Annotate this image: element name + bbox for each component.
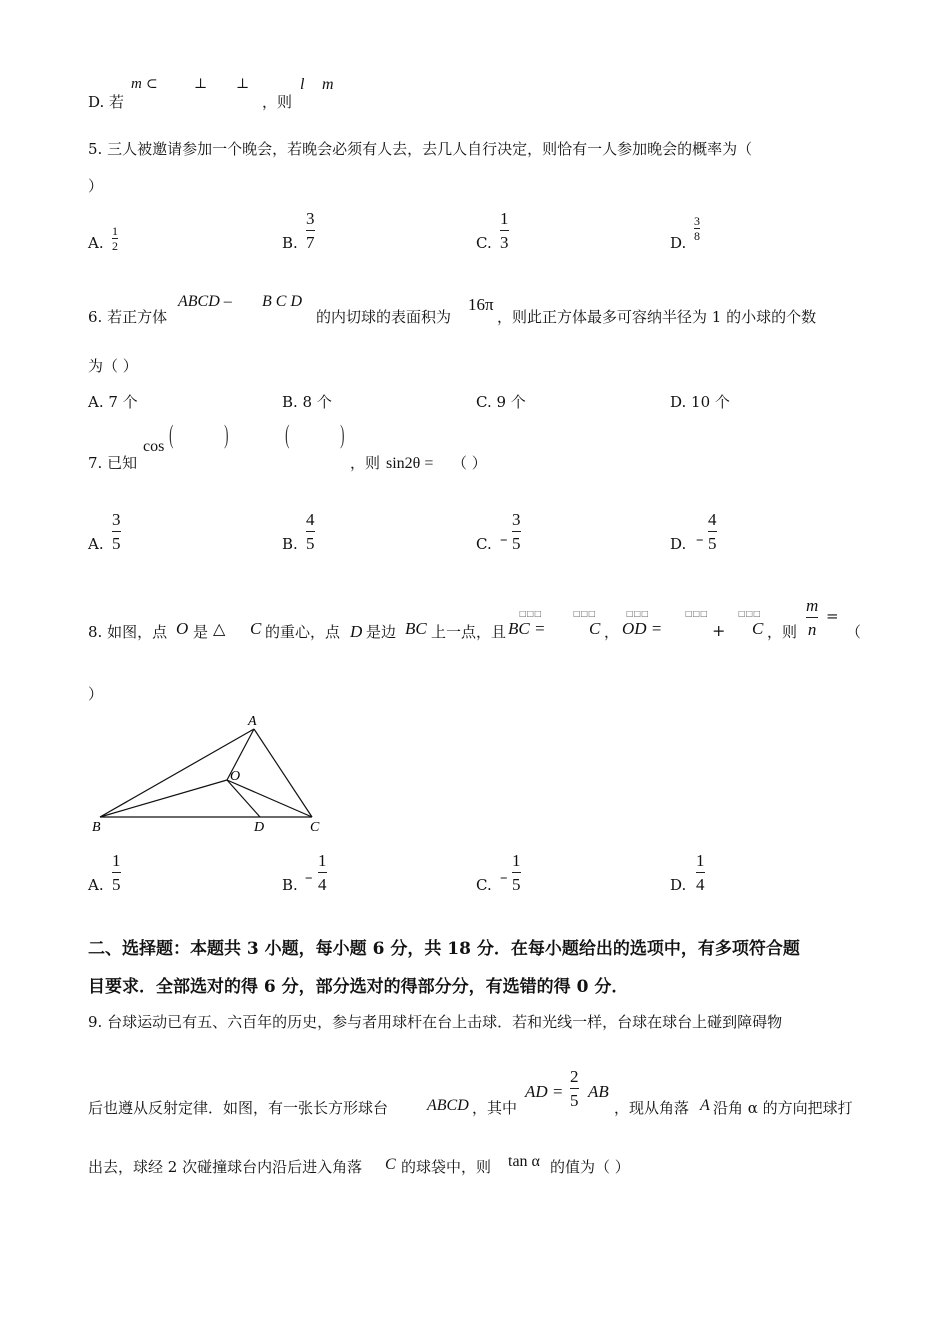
q7-cos: cos xyxy=(143,438,165,455)
q9-c: C xyxy=(385,1156,396,1173)
q6-option-d: D. 10 个 xyxy=(670,393,730,411)
q8-c-fraction: 1 5 xyxy=(512,851,521,894)
q6-suffix: ，则此正方体最多可容纳半径为 1 的小球的个数 xyxy=(497,308,817,326)
q4-perp-2: ⊥ xyxy=(236,76,250,92)
q5-b-fraction: 3 7 xyxy=(306,209,315,252)
q9-ad-eq: AD = xyxy=(525,1082,564,1101)
q6-cube-2: B C D xyxy=(262,293,302,310)
q4-subset: ⊂ xyxy=(146,76,158,92)
q9-line-2b: ，其中 xyxy=(472,1099,518,1117)
q7-blank: （ ） xyxy=(452,454,487,472)
q8-onepoint: 上一点，且 xyxy=(431,623,507,641)
q8-onside: 是边 xyxy=(366,623,397,641)
q6-option-b: B. 8 个 xyxy=(282,393,332,411)
q8-o: O xyxy=(176,619,189,638)
q8-m-over-n: m n xyxy=(806,596,819,639)
q4-d-label: D. 若 xyxy=(88,93,125,111)
q8-close: ） xyxy=(88,685,104,703)
q7-c-sign: – xyxy=(500,530,508,548)
q7-paren-4: ) xyxy=(340,420,345,449)
q8-a-label: A. xyxy=(88,876,104,894)
q7-paren-2: ) xyxy=(224,420,229,449)
label-a: A xyxy=(248,714,257,729)
q8-bc: BC xyxy=(405,619,427,638)
segment-od xyxy=(227,780,260,817)
q7-d-sign: – xyxy=(696,530,704,548)
q8-d-label: D. xyxy=(670,876,687,894)
q8-is: 是 xyxy=(193,623,209,641)
q9-line-2d: 沿角 α 的方向把球打 xyxy=(713,1099,853,1117)
q8-vector-arrow-5: □□□ xyxy=(738,609,761,618)
q8-plus: + xyxy=(712,621,726,640)
q8-prefix: 8. 如图，点 xyxy=(88,623,168,641)
label-o: O xyxy=(230,769,241,784)
q4-l: l xyxy=(300,76,305,93)
q8-vector-arrow-4: □□□ xyxy=(685,609,708,618)
q8-triangle-figure xyxy=(88,708,338,838)
q5-b-label: B. xyxy=(282,234,298,252)
q5-close: ） xyxy=(88,177,104,195)
q5-c-fraction: 1 3 xyxy=(500,209,509,252)
q8-comma: ， xyxy=(604,623,620,641)
q6-line2: 为（ ） xyxy=(88,357,138,375)
q4-perp-1: ⊥ xyxy=(194,76,208,92)
q9-line-2a: 后也遵从反射定律．如图，有一张长方形球台 xyxy=(88,1099,389,1117)
q8-then: ，则 xyxy=(767,623,798,641)
q8-c-2: C xyxy=(589,619,601,638)
q8-c-label: C. xyxy=(476,876,492,894)
q9-a: A xyxy=(700,1097,710,1114)
q9-line-3a: 出去，球经 2 次碰撞球台内沿后进入角落 xyxy=(88,1158,363,1176)
section-2-line-2: 目要求．全部选对的得 6 分，部分选对的得部分分，有选错的得 0 分． xyxy=(88,977,629,997)
q9-fraction: 2 5 xyxy=(570,1067,579,1110)
q7-b-label: B. xyxy=(282,535,298,553)
q7-sin2theta: sin2θ = xyxy=(386,455,434,472)
q7-d-label: D. xyxy=(670,535,687,553)
q9-line-1: 9. 台球运动已有五、六百年的历史，参与者用球杆在台上击球．若和光线一样，台球在球台上碰到障碍物 xyxy=(88,1013,783,1031)
q7-a-fraction: 3 5 xyxy=(112,510,121,553)
q8-d: D xyxy=(350,622,363,641)
q4-m: m xyxy=(131,76,142,92)
q7-then: ，则 xyxy=(350,454,381,472)
q9-ab: AB xyxy=(588,1082,609,1101)
q8-vector-arrow-2: □□□ xyxy=(573,609,596,618)
q8-open: （ xyxy=(846,623,862,641)
q6-middle: 的内切球的表面积为 xyxy=(316,308,452,326)
q7-paren-1: ( xyxy=(169,420,174,449)
q8-c-sign: – xyxy=(500,868,508,886)
q8-vector-arrow-1: □□□ xyxy=(519,609,542,618)
q9-line-3c: 的值为（ ） xyxy=(550,1158,630,1176)
q6-option-c: C. 9 个 xyxy=(476,393,526,411)
q5-d-label: D. xyxy=(670,234,687,252)
q4-then: ，则 xyxy=(262,93,293,111)
q8-vector-arrow-3: □□□ xyxy=(626,609,649,618)
q9-line-2c: ，现从角落 xyxy=(614,1099,690,1117)
q8-c-3: C xyxy=(752,619,764,638)
q5-d-fraction: 3 8 xyxy=(694,214,700,243)
label-b: B xyxy=(92,820,101,835)
label-c: C xyxy=(310,820,320,835)
q9-line-3b: 的球袋中，则 xyxy=(401,1158,492,1176)
q7-d-fraction: 4 5 xyxy=(708,510,717,553)
q6-area: 16π xyxy=(468,295,494,314)
q7-b-fraction: 4 5 xyxy=(306,510,315,553)
q8-a-fraction: 1 5 xyxy=(112,851,121,894)
q8-c-1: C xyxy=(250,619,262,638)
q8-b-label: B. xyxy=(282,876,298,894)
q8-eq: = xyxy=(826,607,839,625)
q5-c-label: C. xyxy=(476,234,492,252)
q5-a-fraction: 1 2 xyxy=(112,224,118,253)
q8-d-fraction: 1 4 xyxy=(696,851,705,894)
q7-c-label: C. xyxy=(476,535,492,553)
q7-paren-3: ( xyxy=(285,420,290,449)
q9-tan-alpha: tan α xyxy=(508,1153,540,1170)
q4-m-2: m xyxy=(322,76,334,93)
q7-c-fraction: 3 5 xyxy=(512,510,521,553)
q8-triangle: △ xyxy=(213,619,226,638)
section-2-line-1: 二、选择题：本题共 3 小题，每小题 6 分，共 18 分．在每小题给出的选项中，有多项符合题 xyxy=(88,939,800,959)
label-d: D xyxy=(254,820,265,835)
q6-prefix: 6. 若正方体 xyxy=(88,308,168,326)
q8-b-sign: – xyxy=(305,868,313,886)
q5-stem: 5. 三人被邀请参加一个晚会，若晚会必须有人去，去几人自行决定，则恰有一人参加晚会的概率为（ xyxy=(88,140,753,158)
q6-cube-1: ABCD – xyxy=(178,293,232,310)
q8-bc-eq: BC = xyxy=(508,619,546,638)
segment-bo xyxy=(100,780,227,817)
q8-b-fraction: 1 4 xyxy=(318,851,327,894)
q6-option-a: A. 7 个 xyxy=(88,393,138,411)
q5-a-label: A. xyxy=(88,234,104,252)
q8-od-eq: OD = xyxy=(622,619,663,638)
q7-a-label: A. xyxy=(88,535,104,553)
q9-abcd: ABCD xyxy=(427,1097,469,1114)
q7-prefix: 7. 已知 xyxy=(88,454,138,472)
q8-centroid: 的重心，点 xyxy=(265,623,341,641)
